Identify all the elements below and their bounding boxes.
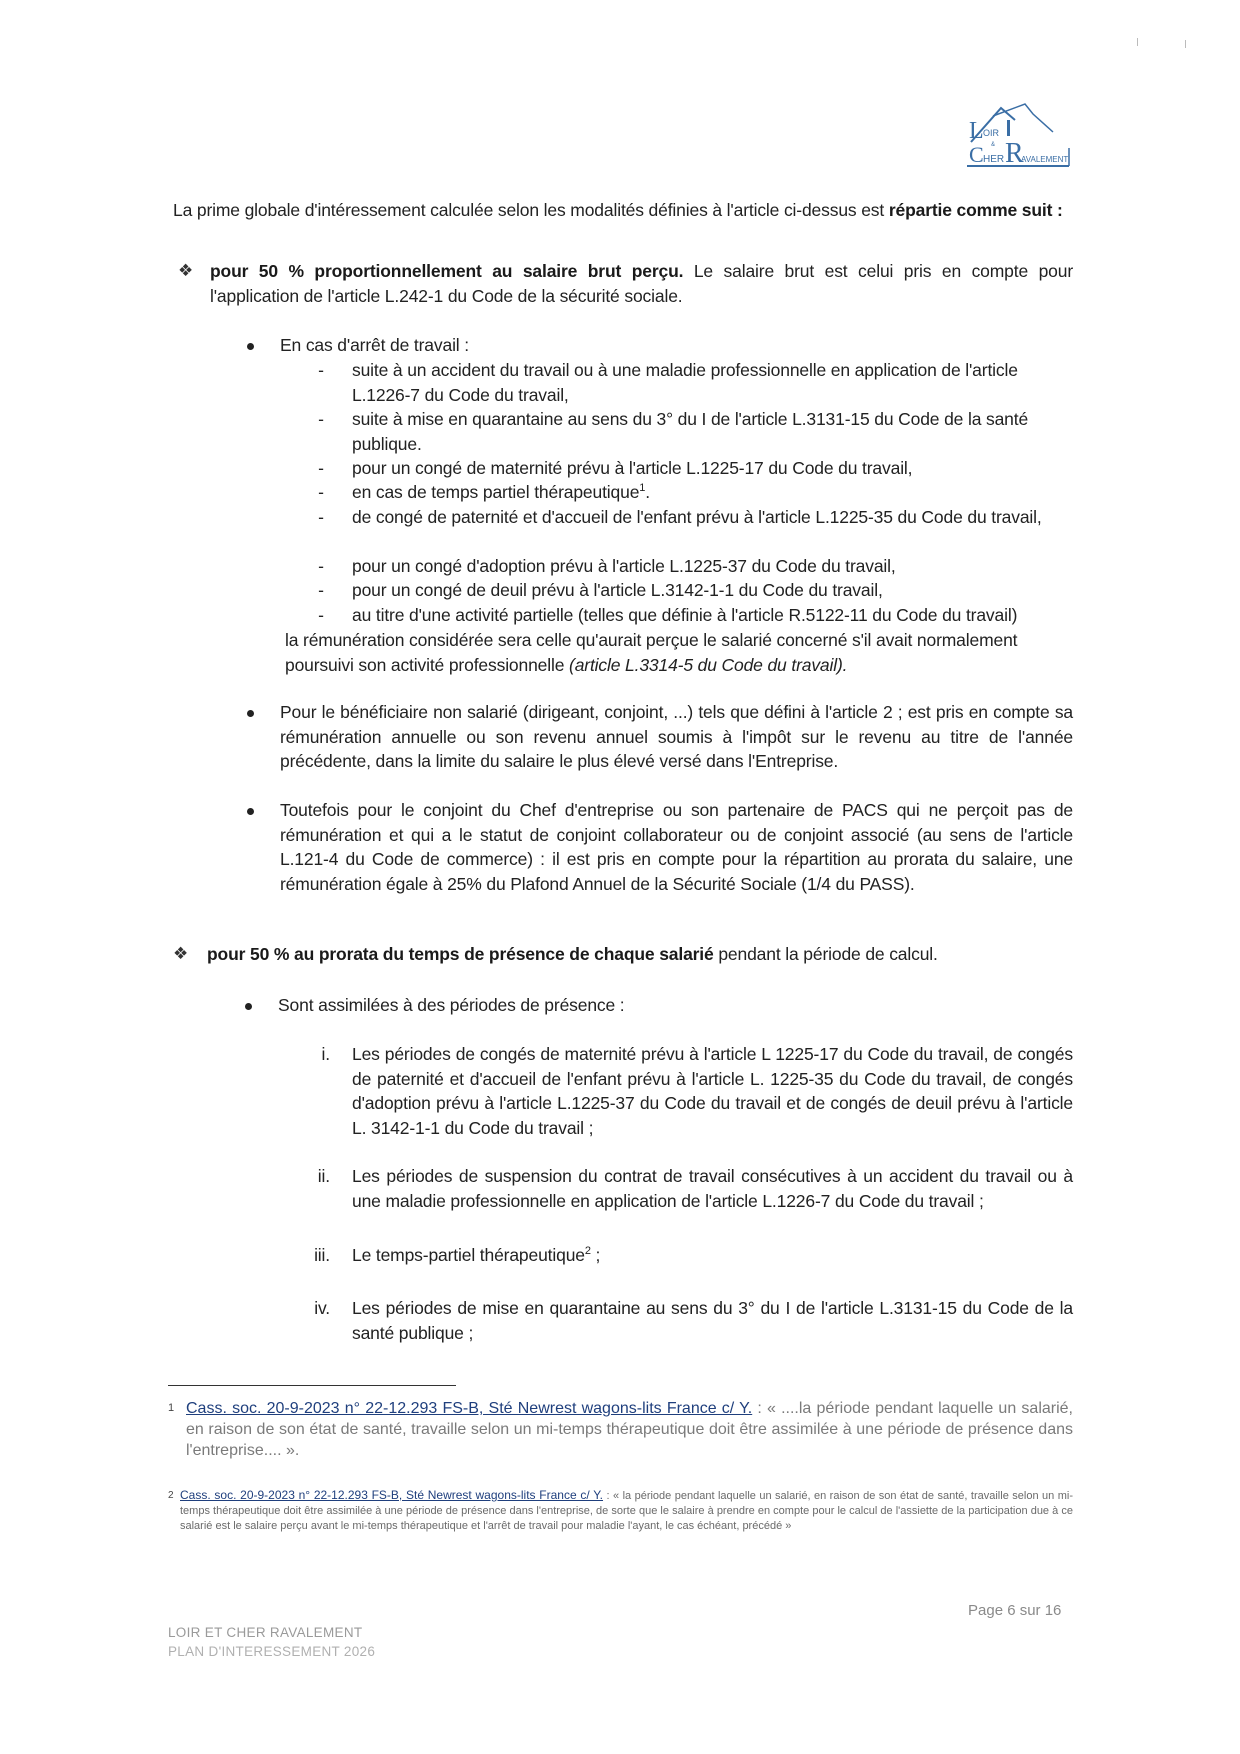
footer-company: LOIR ET CHER RAVALEMENT bbox=[168, 1625, 363, 1640]
logo-letter-r: R bbox=[1005, 138, 1024, 169]
section-salaire-brut: pour 50 % proportionnellement au salaire brut perçu. Le salaire brut est celui pris en compte pour l'application de l'article L.242-1 du Code de la sécurité sociale. bbox=[210, 261, 1073, 306]
arret-lead: En cas d'arrêt de travail : bbox=[280, 335, 469, 355]
arret-item: pour un congé de maternité prévu à l'article L.1225-17 du Code du travail, bbox=[352, 458, 913, 478]
presence-item: Les périodes de suspension du contrat de travail consécutives à un accident du travail ou à une maladie professionnelle en application de l'article L.1226-7 du Code du travail ; bbox=[352, 1166, 1073, 1211]
dash-icon: - bbox=[318, 360, 324, 380]
bullet-icon bbox=[247, 343, 254, 350]
presence-item: Le temps-partiel thérapeutique$^2$ ; bbox=[352, 1245, 601, 1265]
scan-mark bbox=[1185, 40, 1186, 48]
logo-letter-l: L bbox=[969, 118, 984, 144]
footnote-number: 2 bbox=[168, 1490, 174, 1501]
dash-icon: - bbox=[318, 605, 324, 625]
logo-letter-c: C bbox=[969, 142, 984, 167]
dash-icon: - bbox=[318, 507, 324, 527]
footnote-1-link[interactable]: Cass. soc. 20-9-2023 n° 22-12.293 FS-B, Sté Newrest wagons-lits France c/ Y. bbox=[186, 1400, 753, 1417]
intro-paragraph: La prime globale d'intéressement calculée selon les modalités définies à l'article ci-dessus est répartie comme suit : bbox=[173, 200, 1063, 220]
arret-item: pour un congé de deuil prévu à l'article L.3142-1-1 du Code du travail, bbox=[352, 580, 883, 600]
bullet-icon bbox=[245, 1003, 252, 1010]
conjoint-paragraph: Toutefois pour le conjoint du Chef d'entreprise ou son partenaire de PACS qui ne perçoit pas de rémunération et qui a le statut de conjoint collaborateur ou de conjoint associé (au sens de l'article L.121-4 du Code de commerce) : il est pris en compte pour la répartition au prorata du salaire, une rémunération égale à 25% du Plafond Annuel de la Sécurité Sociale (1/4 du PASS). bbox=[280, 800, 1073, 894]
bullet-icon bbox=[247, 710, 254, 717]
dash-icon: - bbox=[318, 458, 324, 478]
presence-item: Les périodes de congés de maternité prévu à l'article L 1225-17 du Code du travail, de congés de paternité et d'accueil de l'enfant prévu à l'article L. 1225-35 du Code du travail, de congés d'adoption prévu à l'article L.1225-37 du Code du travail et de congés de deuil prévu à l'article L. 3142-1-1 du Code du travail ; bbox=[352, 1044, 1073, 1138]
beneficiaire-paragraph: Pour le bénéficiaire non salarié (dirigeant, conjoint, ...) tels que défini à l'article 2 ; est pris en compte sa rémunération annuelle ou son revenu annuel soumis à l'impôt sur le revenu au titre de l'année précédente, dans la limite du salaire le plus élevé versé dans l'Entreprise. bbox=[280, 702, 1073, 771]
logo-amp: & bbox=[991, 142, 996, 148]
presence-item: Les périodes de mise en quarantaine au sens du 3° du I de l'article L.3131-15 du Code de la santé publique ; bbox=[352, 1298, 1073, 1343]
arret-item: de congé de paternité et d'accueil de l'enfant prévu à l'article L.1225-35 du Code du travail, bbox=[352, 507, 1042, 527]
roman-numeral: ii. bbox=[317, 1166, 330, 1186]
footnote-2: 2 Cass. soc. 20-9-2023 n° 22-12.293 FS-B, Sté Newrest wagons-lits France c/ Y. : « la période pendant laquelle un salarié, en raison de son état de santé, travaille selon un mi-temps thérapeutique doit être assimilée à une période de présence dans l'entreprise, de sorte que le salaire à prendre en compte pour le calcul de l'assiette de la participation due à ce salarié est le salaire perçu avant le mi-temps thérapeutique et l'arrêt de travail pour maladie l'ayant, le cas échéant, précédé » bbox=[168, 1488, 1074, 1532]
logo-text-oir: OIR bbox=[983, 128, 1000, 138]
section-temps-presence: pour 50 % au prorata du temps de présence de chaque salarié pendant la période de calcul. bbox=[207, 944, 938, 964]
footnote-ref[interactable]: 1 bbox=[639, 482, 646, 494]
footnote-2-link[interactable]: Cass. soc. 20-9-2023 n° 22-12.293 FS-B, Sté Newrest wagons-lits France c/ Y. bbox=[180, 1488, 604, 1502]
logo-text-avalement: AVALEMENT bbox=[1021, 155, 1069, 164]
arret-closing: la rémunération considérée sera celle qu'aurait perçue le salarié concerné s'il avait normalement poursuivi son activité professionnelle (article L.3314-5 du Code du travail). bbox=[285, 630, 1018, 675]
arret-item: suite à mise en quarantaine au sens du 3° du I de l'article L.3131-15 du Code de la santé publique. bbox=[352, 409, 1029, 454]
roman-numeral: iv. bbox=[314, 1298, 330, 1318]
arret-item: suite à un accident du travail ou à une maladie professionnelle en application de l'article L.1226-7 du Code du travail, bbox=[352, 360, 1018, 405]
logo-text-her: HER bbox=[983, 154, 1005, 165]
footnote-ref[interactable]: 2 bbox=[584, 1245, 591, 1257]
dash-icon: - bbox=[318, 556, 324, 576]
presence-lead: Sont assimilées à des périodes de présence : bbox=[278, 995, 625, 1015]
footnote-number: 1 bbox=[168, 1402, 175, 1414]
dash-icon: - bbox=[318, 482, 324, 502]
footer-plan: PLAN D'INTERESSEMENT 2026 bbox=[168, 1644, 376, 1659]
roman-numeral: i. bbox=[321, 1044, 330, 1064]
dash-icon: - bbox=[318, 580, 324, 600]
bullet-icon bbox=[247, 808, 254, 815]
scan-mark bbox=[1137, 38, 1138, 46]
arret-item: en cas de temps partiel thérapeutique$^1$. bbox=[352, 482, 650, 502]
diamond-bullet-icon: ❖ bbox=[173, 944, 189, 963]
company-logo bbox=[963, 102, 1071, 170]
arret-item: au titre d'une activité partielle (telles que définie à l'article R.5122-11 du Code du travail) bbox=[352, 605, 1018, 625]
diamond-bullet-icon: ❖ bbox=[178, 261, 194, 280]
roman-numeral: iii. bbox=[314, 1245, 330, 1265]
footnote-divider bbox=[168, 1385, 456, 1386]
arret-item: pour un congé d'adoption prévu à l'article L.1225-37 du Code du travail, bbox=[352, 556, 896, 576]
dash-icon: - bbox=[318, 409, 324, 429]
footnote-1: 1 Cass. soc. 20-9-2023 n° 22-12.293 FS-B, Sté Newrest wagons-lits France c/ Y. : « ....la période pendant laquelle un salarié, en raison de son état de santé, travaille selon un mi-temps thérapeutique doit être assimilée à une période de présence dans l'entreprise.... ». bbox=[168, 1400, 1073, 1459]
page-number: Page 6 sur 16 bbox=[968, 1602, 1062, 1619]
